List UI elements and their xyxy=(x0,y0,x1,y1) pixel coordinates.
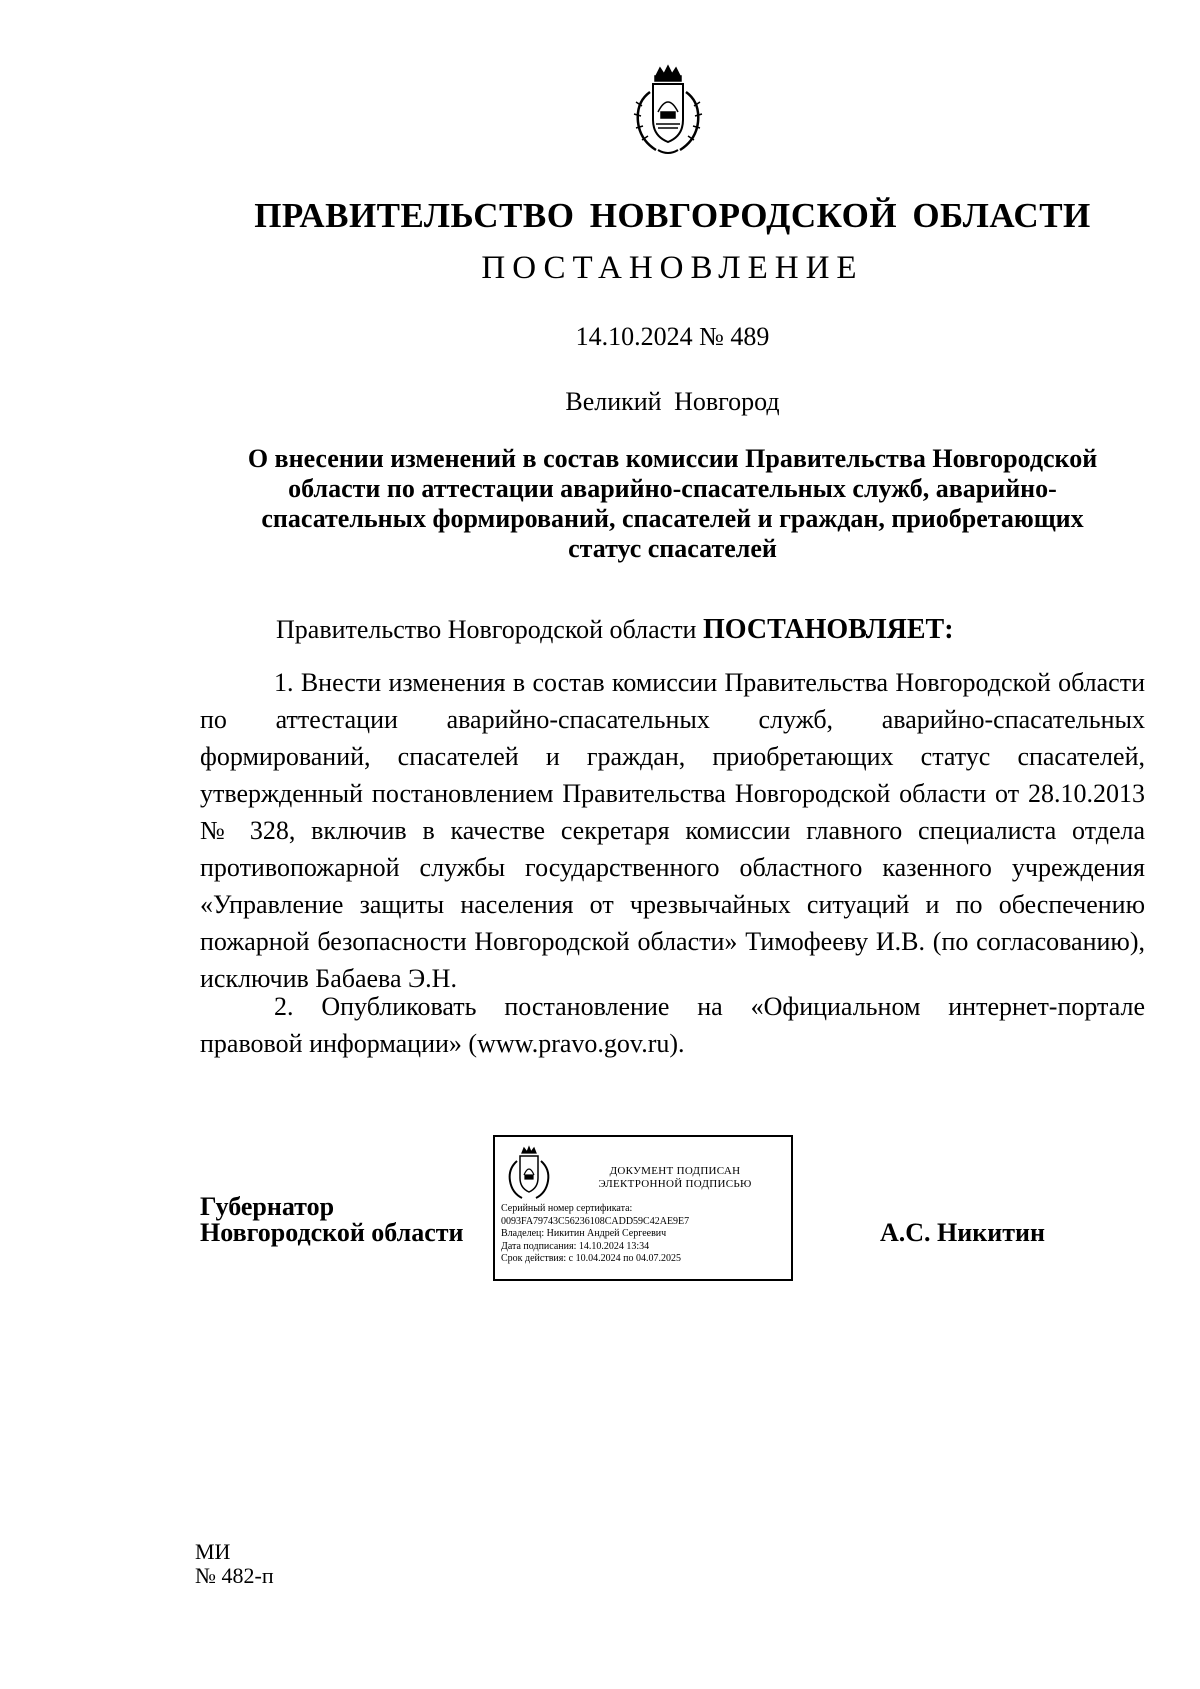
government-title: ПРАВИТЕЛЬСТВО НОВГОРОДСКОЙ ОБЛАСТИ xyxy=(254,196,1091,235)
stamp-heading-line: ДОКУМЕНТ ПОДПИСАН xyxy=(609,1165,741,1177)
stamp-heading xyxy=(563,1165,787,1191)
certificate-label: Серийный номер сертификата: xyxy=(501,1203,633,1214)
stamp-heading-line: ЭЛЕКТРОННОЙ ПОДПИСЬЮ xyxy=(598,1178,752,1190)
subject-line: спасательных формирований, спасателей и граждан, приобретающих xyxy=(261,504,1084,533)
paragraph-1 xyxy=(200,664,1145,997)
document-date-number: 14.10.2024 № 489 xyxy=(575,322,770,351)
electronic-signature-stamp xyxy=(493,1135,793,1281)
signatory-name: А.С. Никитин xyxy=(880,1218,1045,1247)
registration-number: № 482-п xyxy=(195,1563,274,1588)
certificate-validity: Срок действия: с 10.04.2024 по 04.07.2025 xyxy=(501,1253,681,1264)
preamble xyxy=(276,614,954,646)
footer-note xyxy=(195,1540,274,1588)
subject-line: О внесении изменений в состав комиссии Правительства Новгородской xyxy=(247,444,1098,473)
signatory-role xyxy=(200,1194,464,1246)
author-initials: МИ xyxy=(195,1539,231,1564)
document-city: Великий Новгород xyxy=(565,387,780,416)
subject-line: области по аттестации аварийно-спасательных служб, аварийно- xyxy=(288,474,1057,503)
paragraph-2 xyxy=(200,988,1145,1062)
certificate-serial: 0093FA79743C56236108CADD59C42AE9E7 xyxy=(501,1215,690,1227)
coat-of-arms-icon xyxy=(628,62,708,162)
document-type: ПОСТАНОВЛЕНИЕ xyxy=(481,250,864,286)
paragraph-text: 1. Внести изменения в состав комиссии Правительства Новгородской области по аттестации аварийно-спасательных служб, аварийно-спасательных формирований, спасателей и граждан, приобретающих статус спасателей, утвержденный постановлением Правительства Новгородской области от 28.10.2013 № 328, включив в качестве секретаря комиссии главного специалиста отдела противопожарной службы государственного областного казенного учреждения «Управление защиты населения от чрезвычайных ситуаций и по обеспечению пожарной безопасности Новгородской области» Тимофееву И.В. (по согласованию), исключив Бабаева Э.Н. xyxy=(200,668,1145,993)
decree-word: ПОСТАНОВЛЯЕТ: xyxy=(702,614,954,645)
paragraph-text: 2. Опубликовать постановление на «Официальном интернет-портале правовой информации» (www.pravo.gov.ru). xyxy=(200,992,1145,1058)
coat-of-arms-seal-icon xyxy=(505,1145,553,1203)
role-line: Губернатор xyxy=(200,1192,335,1221)
signing-date: Дата подписания: 14.10.2024 13:34 xyxy=(501,1240,650,1252)
stamp-details xyxy=(501,1203,689,1266)
preamble-text: Правительство Новгородской области xyxy=(276,615,703,644)
certificate-owner: Владелец: Никитин Андрей Сергеевич xyxy=(501,1228,667,1239)
subject-line: статус спасателей xyxy=(568,534,777,563)
role-line: Новгородской области xyxy=(200,1218,464,1247)
document-subject xyxy=(200,444,1145,564)
